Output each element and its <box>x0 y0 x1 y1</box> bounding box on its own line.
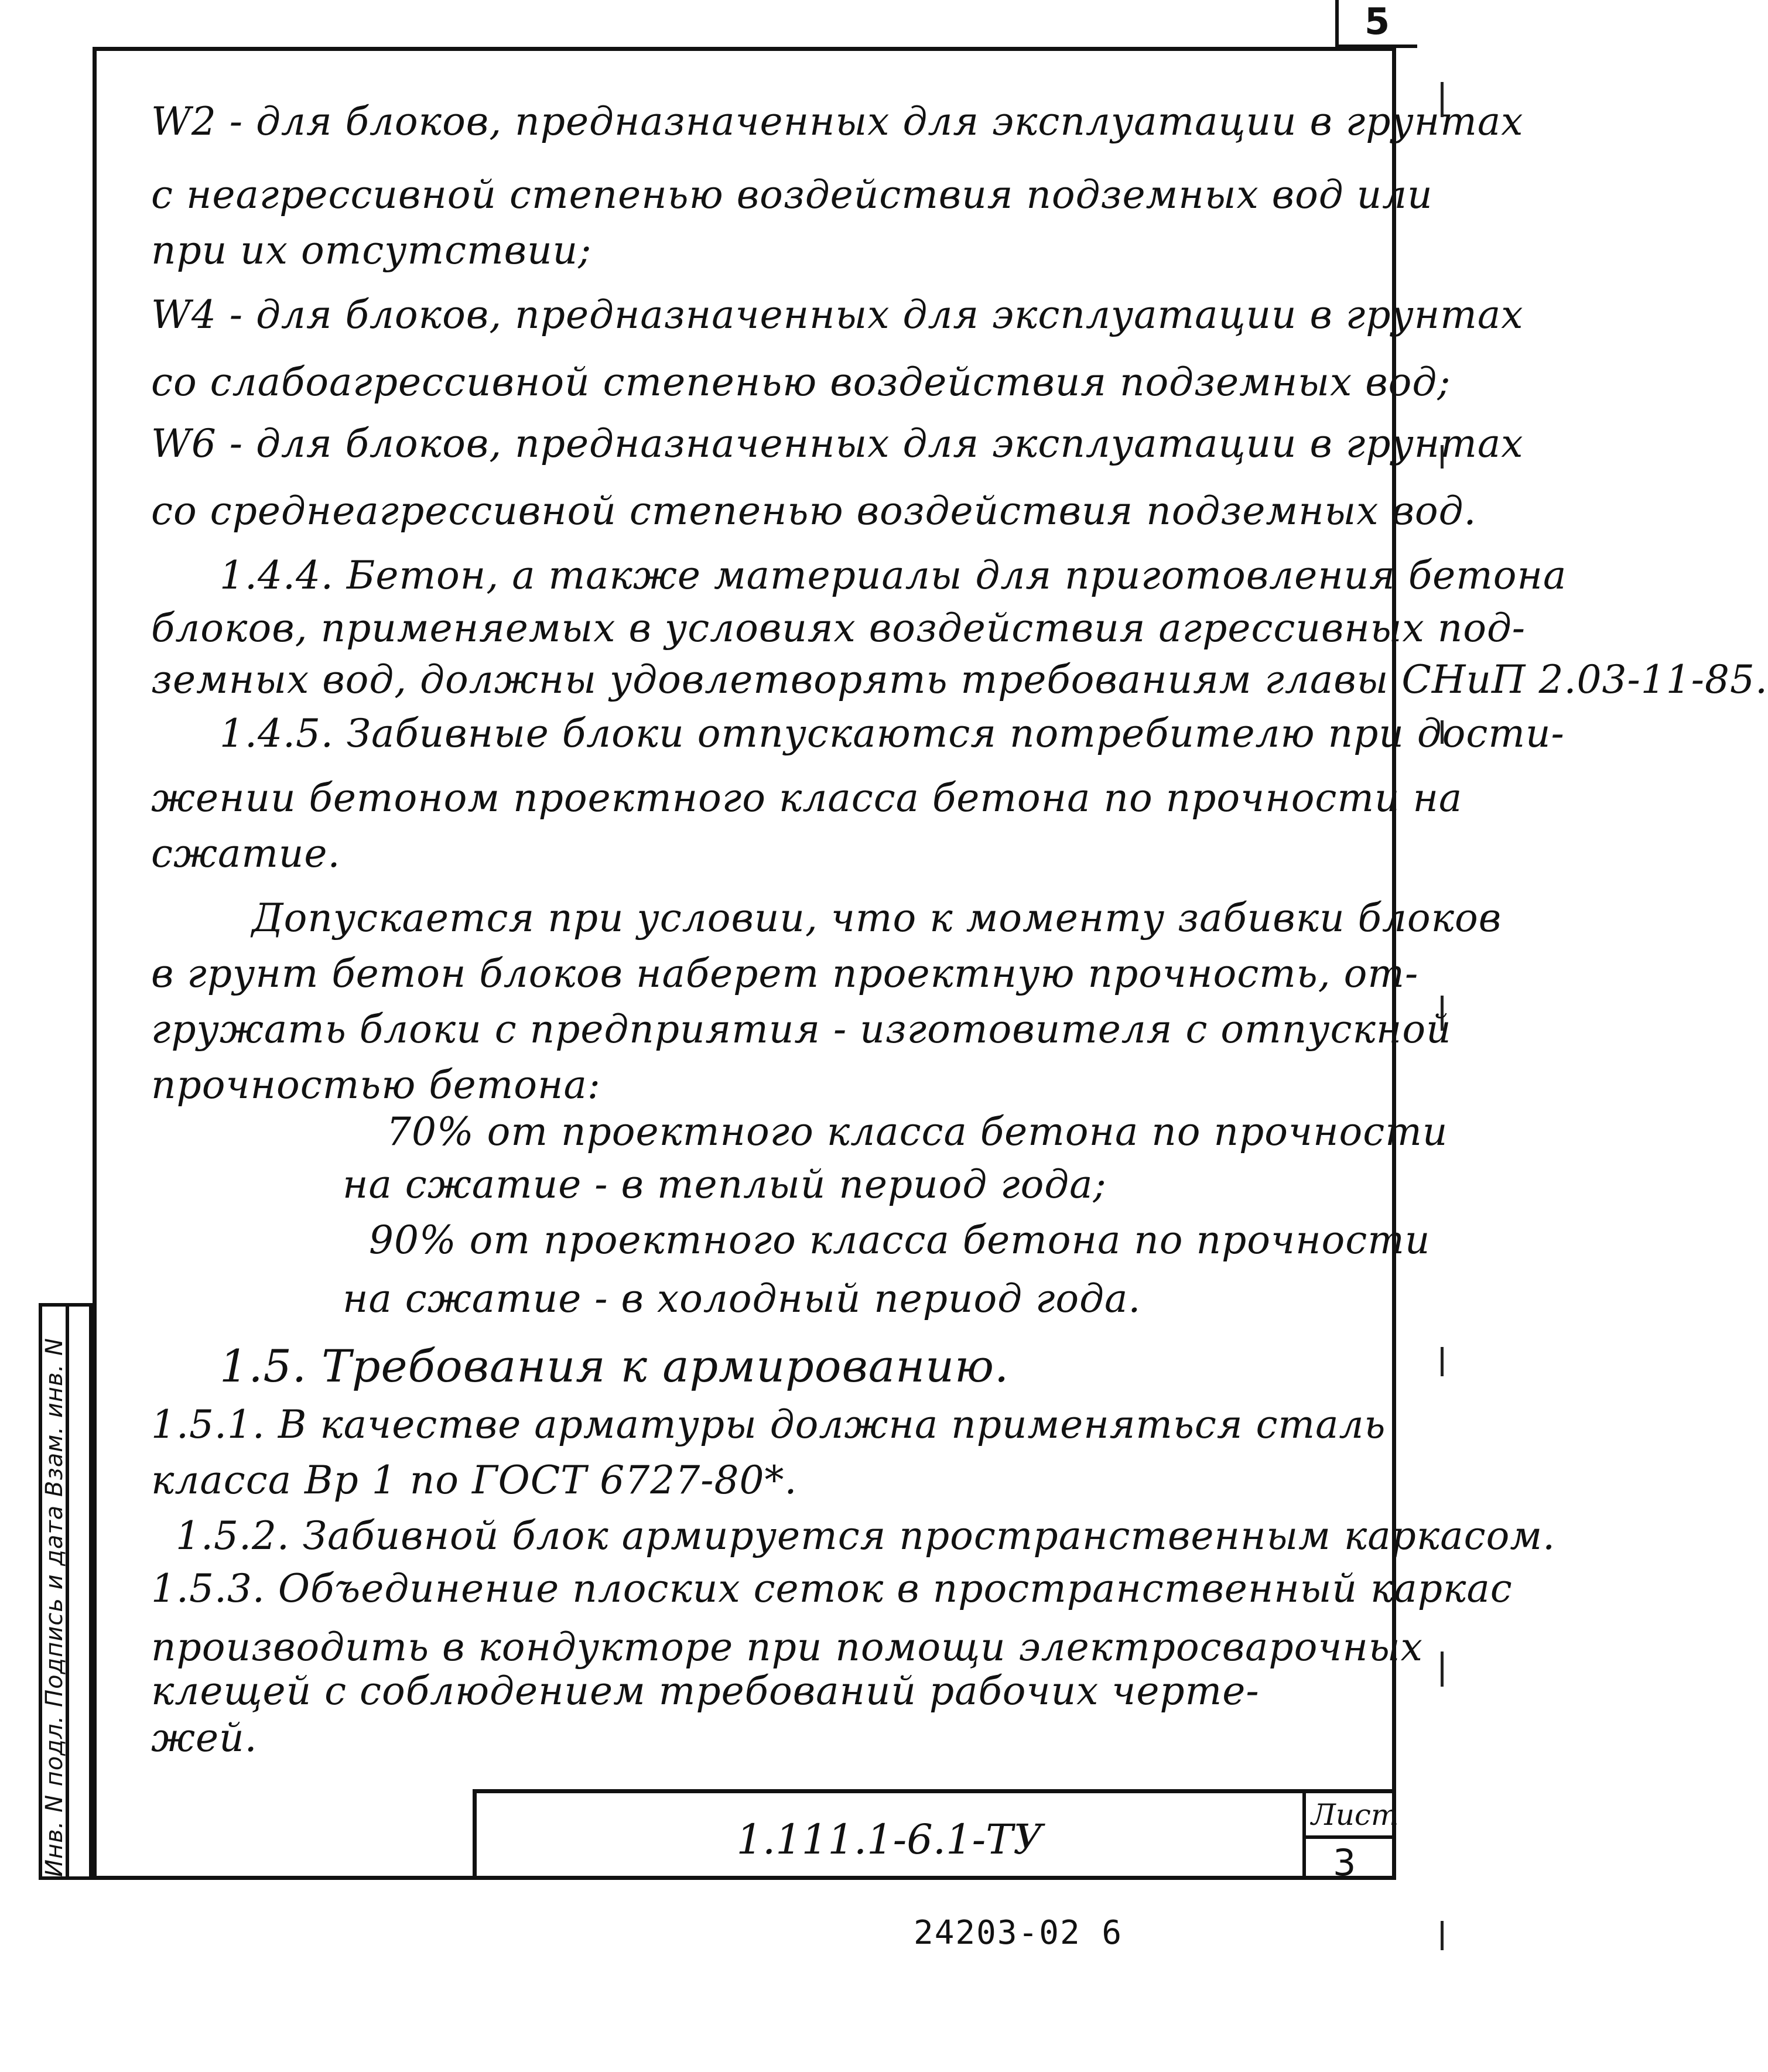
text-line: со слабоагрессивной степенью воздействия подземных вод; <box>151 360 1451 405</box>
sheet-number: 3 <box>1333 1841 1356 1884</box>
text-line: гружать блоки с предприятия - изготовителя с отпускной <box>151 1007 1452 1052</box>
text-line: 1.5.3. Объединение плоских сеток в пространственный каркас <box>151 1566 1513 1611</box>
text-line: клещей с соблюдением требований рабочих черте- <box>151 1668 1260 1714</box>
text-line: 70% от проектного класса бетона по прочности <box>387 1109 1448 1154</box>
text-line: в грунт бетон блоков наберет проектную прочность, от- <box>151 951 1419 996</box>
text-line: 1.5.2. Забивной блок армируется пространственным каркасом. <box>176 1513 1556 1558</box>
margin-tick <box>1441 1921 1444 1950</box>
title-block-stamp <box>473 1789 1399 1884</box>
text-line: класса Вр 1 по ГОСТ 6727-80*. <box>151 1458 798 1503</box>
text-line: при их отсутствии; <box>151 228 592 273</box>
margin-tick <box>1441 1652 1444 1687</box>
text-line: 1.4.5. Забивные блоки отпускаются потребителю при дости- <box>220 711 1565 756</box>
section-heading: 1.5. Требования к армированию. <box>220 1340 1010 1392</box>
text-line: W6 - для блоков, предназначенных для эксплуатации в грунтах <box>151 421 1524 466</box>
text-line: жей. <box>151 1715 258 1760</box>
text-line: блоков, применяемых в условиях воздействия агрессивных под- <box>151 606 1526 651</box>
text-line: W2 - для блоков, предназначенных для эксплуатации в грунтах <box>151 99 1524 144</box>
archive-number: 24203-02 6 <box>914 1914 1123 1952</box>
text-line: 90% от проектного класса бетона по прочности <box>369 1218 1431 1263</box>
text-line: Допускается при условии, что к моменту забивки блоков <box>252 895 1502 941</box>
document-code: 1.111.1-6.1-ТУ <box>736 1815 1043 1864</box>
stamp-divider <box>1302 1835 1396 1839</box>
text-line: на сжатие - в теплый период года; <box>343 1162 1107 1207</box>
text-line: сжатие. <box>151 831 341 876</box>
text-line: W4 - для блоков, предназначенных для эксплуатации в грунтах <box>151 292 1524 337</box>
text-line: прочностью бетона: <box>151 1062 601 1107</box>
stamp-divider <box>1302 1793 1306 1876</box>
margin-tick <box>1441 1347 1444 1376</box>
text-line: 1.4.4. Бетон, а также материалы для приготовления бетона <box>220 553 1567 598</box>
text-line: 1.5.1. В качестве арматуры должна применяться сталь <box>151 1402 1386 1447</box>
text-line: жении бетоном проектного класса бетона по прочности на <box>151 775 1463 820</box>
text-line: со среднеагрессивной степенью воздействия подземных вод. <box>151 488 1477 534</box>
page-number: 5 <box>1365 0 1390 43</box>
sheet-label: Лист <box>1311 1798 1399 1832</box>
approval-margin-labels: Инв. N подл. Подпись и дата Взам. инв. N <box>41 1338 68 1877</box>
text-line: на сжатие - в холодный период года. <box>343 1276 1141 1321</box>
text-line: земных вод, должны удовлетворять требованиям главы СНиП 2.03-11-85. <box>151 657 1768 702</box>
text-line: с неагрессивной степенью воздействия подземных вод или <box>151 172 1433 217</box>
text-line: производить в кондукторе при помощи электросварочных <box>151 1625 1423 1670</box>
